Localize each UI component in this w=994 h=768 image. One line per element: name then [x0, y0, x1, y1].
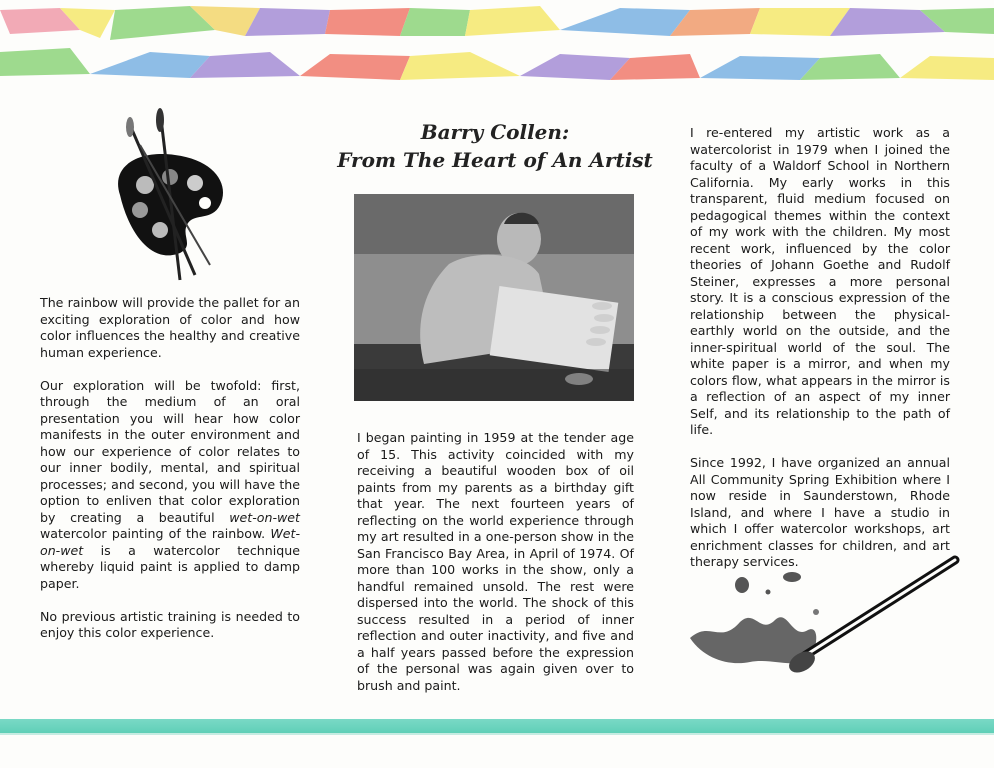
biography-paragraph: I began painting in 1959 at the tender age of 15. This activity coincided with my receiving a beautiful wooden box of oil paints from my parents as a birthday gift that year. The next fourteen years of reflecting on the world experience through my art resulted in a one-person show in the San Francisco Bay Area, in April of 1974. Of more than 100 works in the show, only a handful remained unsold. The rest were dispersed into the world. The shock of this success resulted in a period of inner reflection and outer inactivity, and five and a half years passed before the expression of the personal was again given over to brush and paint. — [357, 430, 634, 693]
column-middle — [357, 430, 634, 711]
title-line-1: Barry Collen: — [420, 120, 570, 144]
bottom-accent-stripe-thin — [0, 733, 994, 735]
wet-on-wet-term: wet-on-wet — [229, 509, 300, 525]
intro-paragraph: The rainbow will provide the pallet for an exciting exploration of color and how color influences the healthy and creative human experience. — [40, 295, 300, 360]
column-right — [690, 125, 950, 587]
page-title — [330, 118, 660, 174]
exhibition-paragraph: Since 1992, I have organized an annual All Community Spring Exhibition where I now reside in Saunderstown, Rhode Island, and where I have a studio in which I offer watercolor workshops, art enrichment classes for children, and art therapy services. — [690, 455, 950, 569]
paintbrush-splash-icon — [680, 550, 970, 690]
artist-painting-photo — [354, 194, 634, 401]
wet-on-wet-term-2: Wet-on-wet — [40, 526, 300, 558]
exploration-paragraph — [40, 378, 300, 593]
training-paragraph: No previous artistic training is needed to enjoy this color experience. — [40, 608, 300, 640]
exploration-text-3: is a watercolor technique whereby liquid paint is applied to damp paper. — [40, 542, 300, 591]
exploration-text-2: watercolor painting of the rainbow. — [40, 526, 271, 541]
exploration-text-1: Our exploration will be twofold: first, through the medium of an oral presentation you will hear how color manifests in the outer environment and how our experience of color relates to our inner bodily, mental, and spiritual processes; and second, you will have the option to enliven that color exploration by creating a beautiful — [40, 377, 300, 525]
watercolor-banner — [0, 0, 994, 90]
column-left — [40, 295, 300, 658]
watercolor-paragraph: I re-entered my artistic work as a watercolorist in 1979 when I joined the faculty of a Waldorf School in Northern California. My early works in this transparent, fluid medium focused on pedagogical themes within the context of my work with the children. My most recent work, influenced by the color theories of Johann Goethe and Rudolf Steiner, expresses a more personal story. It is a conscious expression of the relationship between the physical-earthly world on the outside, and the inner-spiritual world of the soul. The white paper is a mirror, and when my colors flow, what appears in the mirror is a reflection of an aspect of my inner Self, and its relationship to the path of life. — [690, 125, 950, 437]
bottom-accent-stripe — [0, 719, 994, 733]
title-line-2: From The Heart of An Artist — [337, 148, 653, 172]
palette-with-brushes-icon — [100, 105, 250, 285]
